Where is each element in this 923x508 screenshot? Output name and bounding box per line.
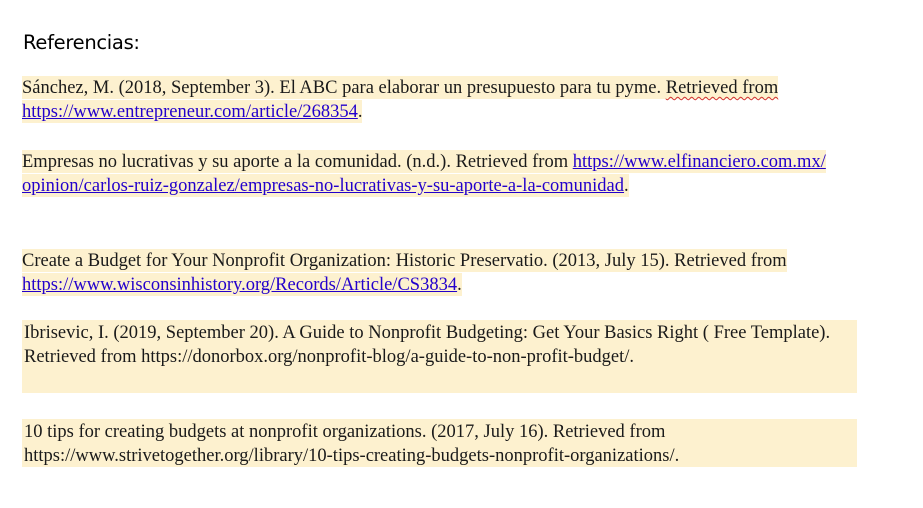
reference-item-1 — [22, 76, 872, 124]
reference-1-tail: . — [357, 102, 363, 122]
reference-item-3 — [22, 249, 812, 297]
reference-item-5 — [22, 419, 857, 467]
reference-2-text: Empresas no lucrativas y su aporte a la comunidad. (n.d.). Retrieved from — [22, 152, 573, 172]
reference-5-text: 10 tips for creating budgets at nonprofit organizations. (2017, July 16). Retrieved from https://www.strivetogether.org/library/10-tips-creating-budgets-nonprofit-organizations/. — [24, 422, 680, 466]
reference-1-retrieved: Retrieved from — [665, 78, 779, 98]
reference-3-tail: . — [457, 275, 462, 295]
reference-1-text: Sánchez, M. (2018, September 3). El ABC para elaborar un presupuesto para tu pyme. — [22, 78, 666, 98]
reference-3-link[interactable]: https://www.wisconsinhistory.org/Records/Article/CS3834 — [22, 275, 458, 295]
reference-3-text: Create a Budget for Your Nonprofit Organization: Historic Preservatio. (2013, July 15). Retrieved from — [22, 251, 787, 271]
references-heading: Referencias: — [23, 31, 140, 54]
reference-4-text: Ibrisevic, I. (2019, September 20). A Guide to Nonprofit Budgeting: Get Your Basics Right ( Free Template). Retrieved from https://donorbox.org/nonprofit-blog/a-guide-to-non-profit-budget/. — [24, 323, 831, 367]
reference-item-4 — [22, 320, 857, 393]
reference-1-link[interactable]: https://www.entrepreneur.com/article/268354 — [22, 102, 358, 122]
reference-2-link[interactable]: https://www.elfinanciero.com.mx/opinion/carlos-ruiz-gonzalez/empresas-no-lucrativas-y-su-aporte-a-la-comunidad — [22, 152, 826, 196]
reference-2-tail: . — [624, 176, 629, 196]
reference-item-2 — [22, 150, 832, 198]
